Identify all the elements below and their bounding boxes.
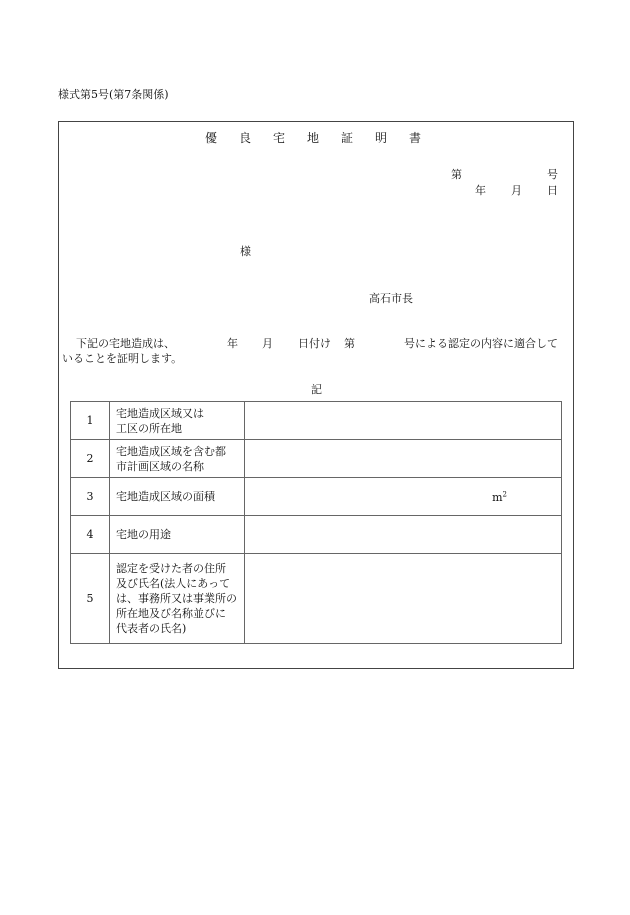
row-label — [110, 478, 245, 516]
row-number: 4 — [71, 516, 110, 554]
number-prefix: 第 — [451, 168, 462, 181]
row-value — [245, 516, 562, 554]
row-label-line: 宅地の用途 — [116, 528, 171, 541]
body-number-prefix: 第 — [344, 337, 355, 350]
row-label-line: 及び氏名(法人にあって — [116, 577, 231, 590]
ki-heading: 記 — [311, 383, 322, 396]
body-text-intro: 下記の宅地造成は、 — [76, 337, 175, 350]
form-number: 様式第5号(第7条関係) — [58, 88, 169, 101]
row-label-line: 認定を受けた者の住所 — [116, 562, 226, 575]
row-number: 1 — [71, 402, 110, 440]
table-row — [71, 402, 562, 440]
row-label-line: 宅地造成区域を含む都 — [116, 444, 226, 458]
addressee-suffix: 様 — [240, 245, 251, 258]
row-label-line: 代表者の氏名) — [116, 622, 187, 635]
row-label-line: 市計画区域の名称 — [116, 459, 204, 473]
details-table — [70, 401, 562, 644]
date-month-label: 月 — [511, 184, 522, 197]
table-row — [71, 478, 562, 516]
row-value — [245, 402, 562, 440]
row-label-line: 工区の所在地 — [116, 421, 182, 435]
area-unit: $m^2$ — [492, 490, 507, 505]
row-number: 3 — [71, 478, 110, 516]
row-label-line: 宅地造成区域の面積 — [116, 490, 215, 503]
row-label-line: は、事務所又は事業所の — [116, 592, 237, 605]
table-row — [71, 554, 562, 644]
body-text-continuation: 号による認定の内容に適合して — [404, 337, 558, 350]
row-label — [110, 554, 245, 644]
number-suffix: 号 — [547, 168, 558, 181]
body-year-label: 年 — [227, 337, 238, 350]
row-label — [110, 516, 245, 554]
table-row — [71, 516, 562, 554]
row-label-line: 所在地及び名称並びに — [116, 607, 226, 620]
row-label — [110, 440, 245, 478]
body-month-label: 月 — [262, 337, 273, 350]
row-number: 2 — [71, 440, 110, 478]
body-dated-label: 日付け — [298, 337, 331, 350]
row-label-line: 宅地造成区域又は — [116, 406, 204, 420]
certificate-title: 優良宅地証明書 — [205, 131, 444, 145]
body-text-line2: いることを証明します。 — [62, 352, 183, 365]
issuer-name: 高石市長 — [369, 292, 413, 305]
row-value — [245, 440, 562, 478]
row-value — [245, 478, 562, 516]
row-number: 5 — [71, 554, 110, 644]
row-value — [245, 554, 562, 644]
date-day-label: 日 — [547, 184, 558, 197]
date-year-label: 年 — [475, 184, 486, 197]
table-row — [71, 440, 562, 478]
row-label — [110, 402, 245, 440]
